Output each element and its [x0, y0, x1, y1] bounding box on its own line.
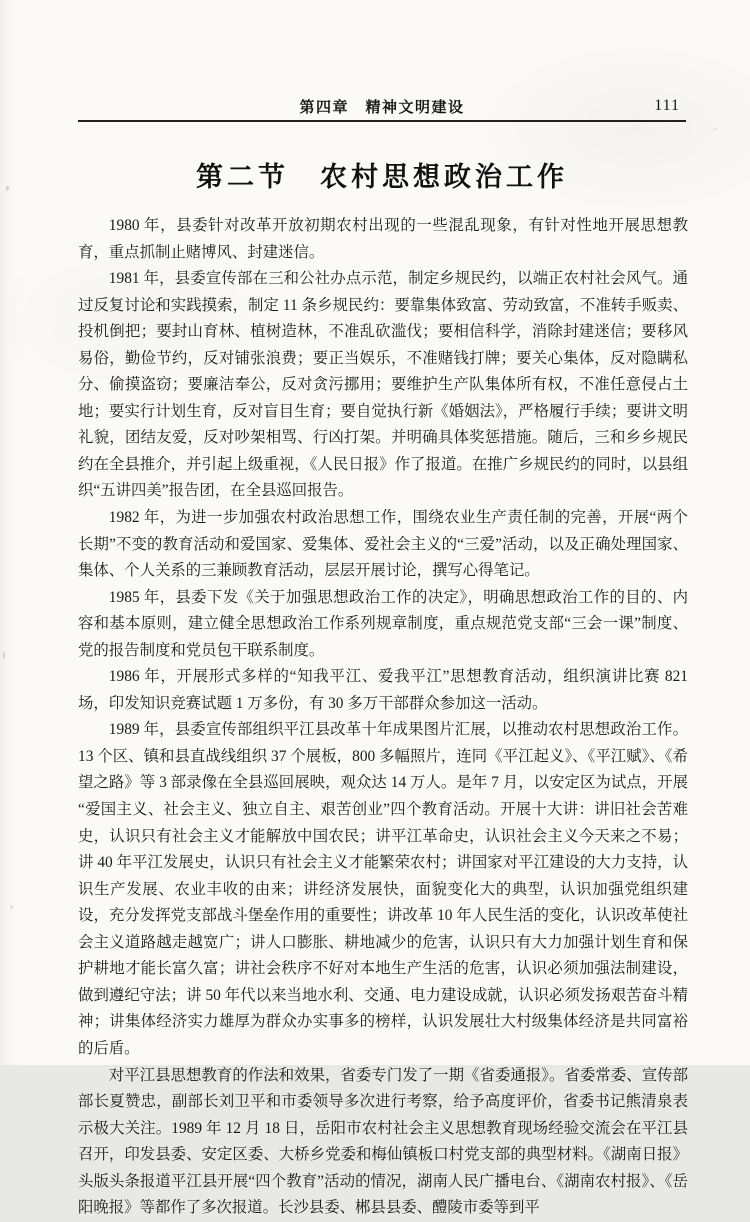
body-text [78, 213, 688, 1222]
paragraph: 1982 年，为进一步加强农村政治思想工作，围绕农业生产责任制的完善，开展“两个长期”不变的教育活动和爱国家、爱集体、爱社会主义的“三爱”活动，以及正确处理国家、集体、个人关系的三兼顾教育活动，层层开展讨论，撰写心得笔记。 [78, 509, 688, 580]
header-rule [78, 120, 686, 122]
paragraph: 1981 年，县委宣传部在三和公社办点示范，制定乡规民约，以端正农村社会风气。通过反复讨论和实践摸索，制定 11 条乡规民约：要靠集体致富、劳动致富，不准转手贩卖、投机倒把；要封山育林、植树造林，不准乱砍滥伐；要相信科学，消除封建迷信；要移风易俗，勤俭节约，反对铺张浪费；要正当娱乐，不准赌钱打牌；要关心集体，反对隐瞒私分、偷摸盗窃；要廉洁奉公，反对贪污挪用；要维护生产队集体所有权，不准任意侵占土地；要实行计划生育，反对盲目生育；要自觉执行新《婚姻法》，严格履行手续；要讲文明礼貌，团结友爱，反对吵架相骂、行凶打架。并明确具体奖惩措施。随后，三和乡乡规民约在全县推介，并引起上级重视，《人民日报》作了报道。在推广乡规民约的同时，以县组织“五讲四美”报告团，在全县巡回报告。 [78, 270, 688, 500]
scan-speck [10, 905, 13, 909]
scan-speck [6, 186, 9, 191]
paragraph: 对平江县思想教育的作法和效果，省委专门发了一期《省委通报》。省委常委、宣传部部长夏赞忠，副部长刘卫平和市委领导多次进行考察，给予高度评价，省委书记熊清泉表示极大关注。1989 年 12 月 18 日，岳阳市农村社会主义思想教育现场经验交流会在平江县召开，印发县委、安定区委、大桥乡党委和梅仙镇板口村党支部的典型材料。《湖南日报》头版头条报道平江县开展“四个教育”活动的情况，湖南人民广播电台、《湖南农村报》、《岳阳晚报》等都作了多次报道。长沙县委、郴县县委、醴陵市委等到平 [78, 1066, 688, 1217]
running-header [78, 96, 686, 120]
chapter-heading: 第四章 精神文明建设 [299, 100, 465, 116]
scan-speck [3, 652, 5, 659]
paragraph: 1985 年，县委下发《关于加强思想政治工作的决定》，明确思想政治工作的目的、内容和基本原则，建立健全思想政治工作系列规章制度，重点规范党支部“三会一课”制度、党的报告制度和党员包干联系制度。 [78, 588, 688, 659]
paragraph: 1989 年，县委宣传部组织平江县改革十年成果图片汇展，以推动农村思想政治工作。13 个区、镇和县直战线组织 37 个展板，800 多幅照片，连同《平江起义》、《平江赋》、《希望之路》等 3 部录像在全县巡回展映，观众达 14 万人。是年 7 月，以安定区为试点，开展“爱国主义、社会主义、独立自主、艰苦创业”四个教育活动。开展十大讲：讲旧社会苦难史，认识只有社会主义才能解放中国农民；讲平江革命史，认识社会主义今天来之不易；讲 40 年平江发展史，认识只有社会主义才能繁荣农村；讲国家对平江建设的大力支持，认识生产发展、农业丰收的由来；讲经济发展快，面貌变化大的典型，认识加强党组织建设，充分发挥党支部战斗堡垒作用的重要性；讲改革 10 年人民生活的变化，认识改革使社会主义道路越走越宽广；讲人口膨胀、耕地减少的危害，认识只有大力加强计划生育和保护耕地才能长富久富；讲社会秩序不好对本地生产生活的危害，认识必须加强法制建设，做到遵纪守法；讲 50 年代以来当地水利、交通、电力建设成就，认识必须发扬艰苦奋斗精神；讲集体经济实力雄厚为群众办实事多的榜样，认识发展壮大村级集体经济是共同富裕的后盾。 [78, 721, 688, 1057]
paragraph: 1986 年，开展形式多样的“知我平江、爱我平江”思想教育活动，组织演讲比赛 821 场，印发知识竞赛试题 1 万多份，有 30 多万干部群众参加这一活动。 [78, 668, 688, 712]
section-title: 第二节 农村思想政治工作 [196, 162, 568, 192]
page-number: 111 [654, 97, 680, 114]
paragraph: 1980 年，县委针对改革开放初期农村出现的一些混乱现象，有针对性地开展思想教育，重点抓制止赌博风、封建迷信。 [78, 217, 688, 261]
scan-speck [713, 128, 717, 130]
